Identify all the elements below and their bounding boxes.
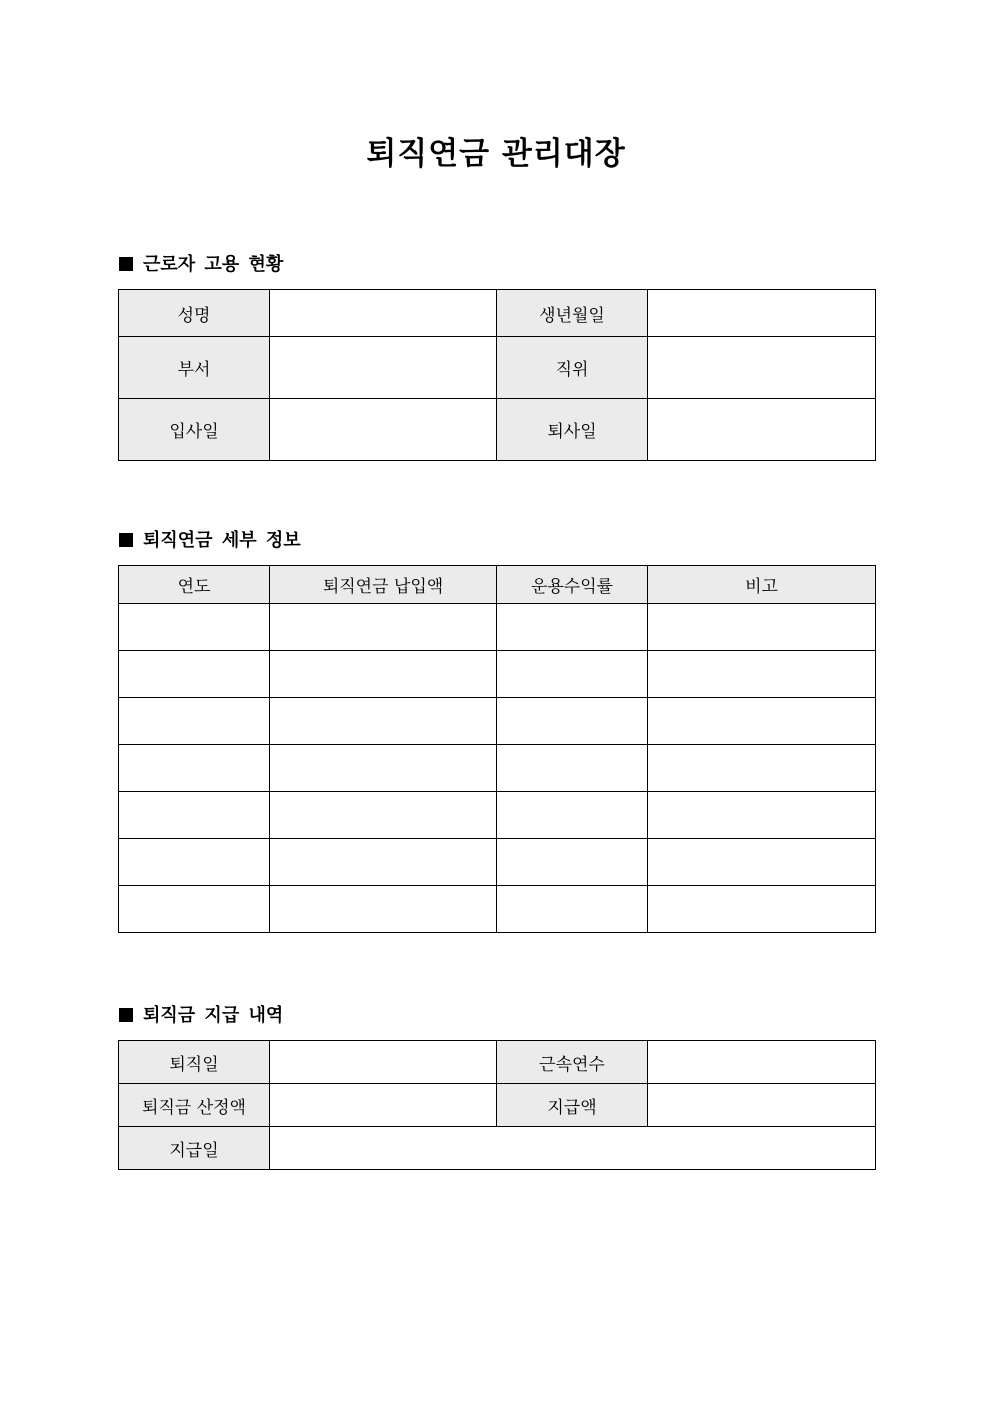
return-rate-cell[interactable] [497, 604, 648, 651]
hire-date-field[interactable] [270, 399, 497, 461]
retirement-date-label: 퇴직일 [119, 1041, 270, 1084]
contribution-cell[interactable] [270, 886, 497, 933]
hire-date-label: 입사일 [119, 399, 270, 461]
remarks-cell[interactable] [648, 604, 876, 651]
position-label: 직위 [497, 337, 648, 399]
leave-date-field[interactable] [648, 399, 876, 461]
remarks-cell[interactable] [648, 698, 876, 745]
birthdate-field[interactable] [648, 290, 876, 337]
retirement-date-field[interactable] [270, 1041, 497, 1084]
payment-amount-field[interactable] [648, 1084, 876, 1127]
payment-date-field[interactable] [270, 1127, 876, 1170]
year-cell[interactable] [119, 604, 270, 651]
return-rate-cell[interactable] [497, 651, 648, 698]
section-heading-employment [119, 253, 283, 277]
return-rate-cell[interactable] [497, 886, 648, 933]
remarks-cell[interactable] [648, 745, 876, 792]
contribution-cell[interactable] [270, 651, 497, 698]
years-of-service-field[interactable] [648, 1041, 876, 1084]
contribution-cell[interactable] [270, 839, 497, 886]
contribution-cell[interactable] [270, 698, 497, 745]
year-cell[interactable] [119, 698, 270, 745]
severance-table [118, 1040, 876, 1170]
remarks-cell[interactable] [648, 792, 876, 839]
position-field[interactable] [648, 337, 876, 399]
year-cell[interactable] [119, 745, 270, 792]
table-row [119, 399, 876, 461]
payment-amount-label: 지급액 [497, 1084, 648, 1127]
square-bullet-icon [119, 1008, 133, 1022]
leave-date-label: 퇴사일 [497, 399, 648, 461]
column-header-remarks: 비고 [648, 566, 876, 604]
department-label: 부서 [119, 337, 270, 399]
column-header-year: 연도 [119, 566, 270, 604]
year-cell[interactable] [119, 792, 270, 839]
column-header-return-rate: 운용수익률 [497, 566, 648, 604]
table-row [119, 839, 876, 886]
table-row [119, 698, 876, 745]
remarks-cell[interactable] [648, 651, 876, 698]
name-field[interactable] [270, 290, 497, 337]
section-heading-text: 퇴직연금 세부 정보 [143, 530, 301, 551]
page-title: 퇴직연금 관리대장 [366, 136, 626, 172]
department-field[interactable] [270, 337, 497, 399]
section-heading-text: 근로자 고용 현황 [143, 254, 284, 275]
payment-date-label: 지급일 [119, 1127, 270, 1170]
table-row [119, 886, 876, 933]
table-row [119, 604, 876, 651]
contribution-cell[interactable] [270, 604, 497, 651]
year-cell[interactable] [119, 886, 270, 933]
return-rate-cell[interactable] [497, 839, 648, 886]
employment-table [118, 289, 876, 461]
remarks-cell[interactable] [648, 839, 876, 886]
table-row [119, 290, 876, 337]
table-row [119, 651, 876, 698]
pension-table [118, 565, 876, 933]
name-label: 성명 [119, 290, 270, 337]
table-row [119, 337, 876, 399]
year-cell[interactable] [119, 651, 270, 698]
return-rate-cell[interactable] [497, 792, 648, 839]
table-row [119, 1084, 876, 1127]
table-row [119, 1127, 876, 1170]
section-heading-severance [119, 1004, 283, 1028]
return-rate-cell[interactable] [497, 698, 648, 745]
birthdate-label: 생년월일 [497, 290, 648, 337]
table-row [119, 1041, 876, 1084]
years-of-service-label: 근속연수 [497, 1041, 648, 1084]
table-row [119, 745, 876, 792]
square-bullet-icon [119, 533, 133, 547]
calculated-severance-label: 퇴직금 산정액 [119, 1084, 270, 1127]
contribution-cell[interactable] [270, 792, 497, 839]
year-cell[interactable] [119, 839, 270, 886]
table-header-row [119, 566, 876, 604]
table-row [119, 792, 876, 839]
section-heading-pension [119, 529, 301, 553]
column-header-contribution: 퇴직연금 납입액 [270, 566, 497, 604]
return-rate-cell[interactable] [497, 745, 648, 792]
remarks-cell[interactable] [648, 886, 876, 933]
calculated-severance-field[interactable] [270, 1084, 497, 1127]
contribution-cell[interactable] [270, 745, 497, 792]
square-bullet-icon [119, 257, 133, 271]
section-heading-text: 퇴직금 지급 내역 [143, 1005, 284, 1026]
